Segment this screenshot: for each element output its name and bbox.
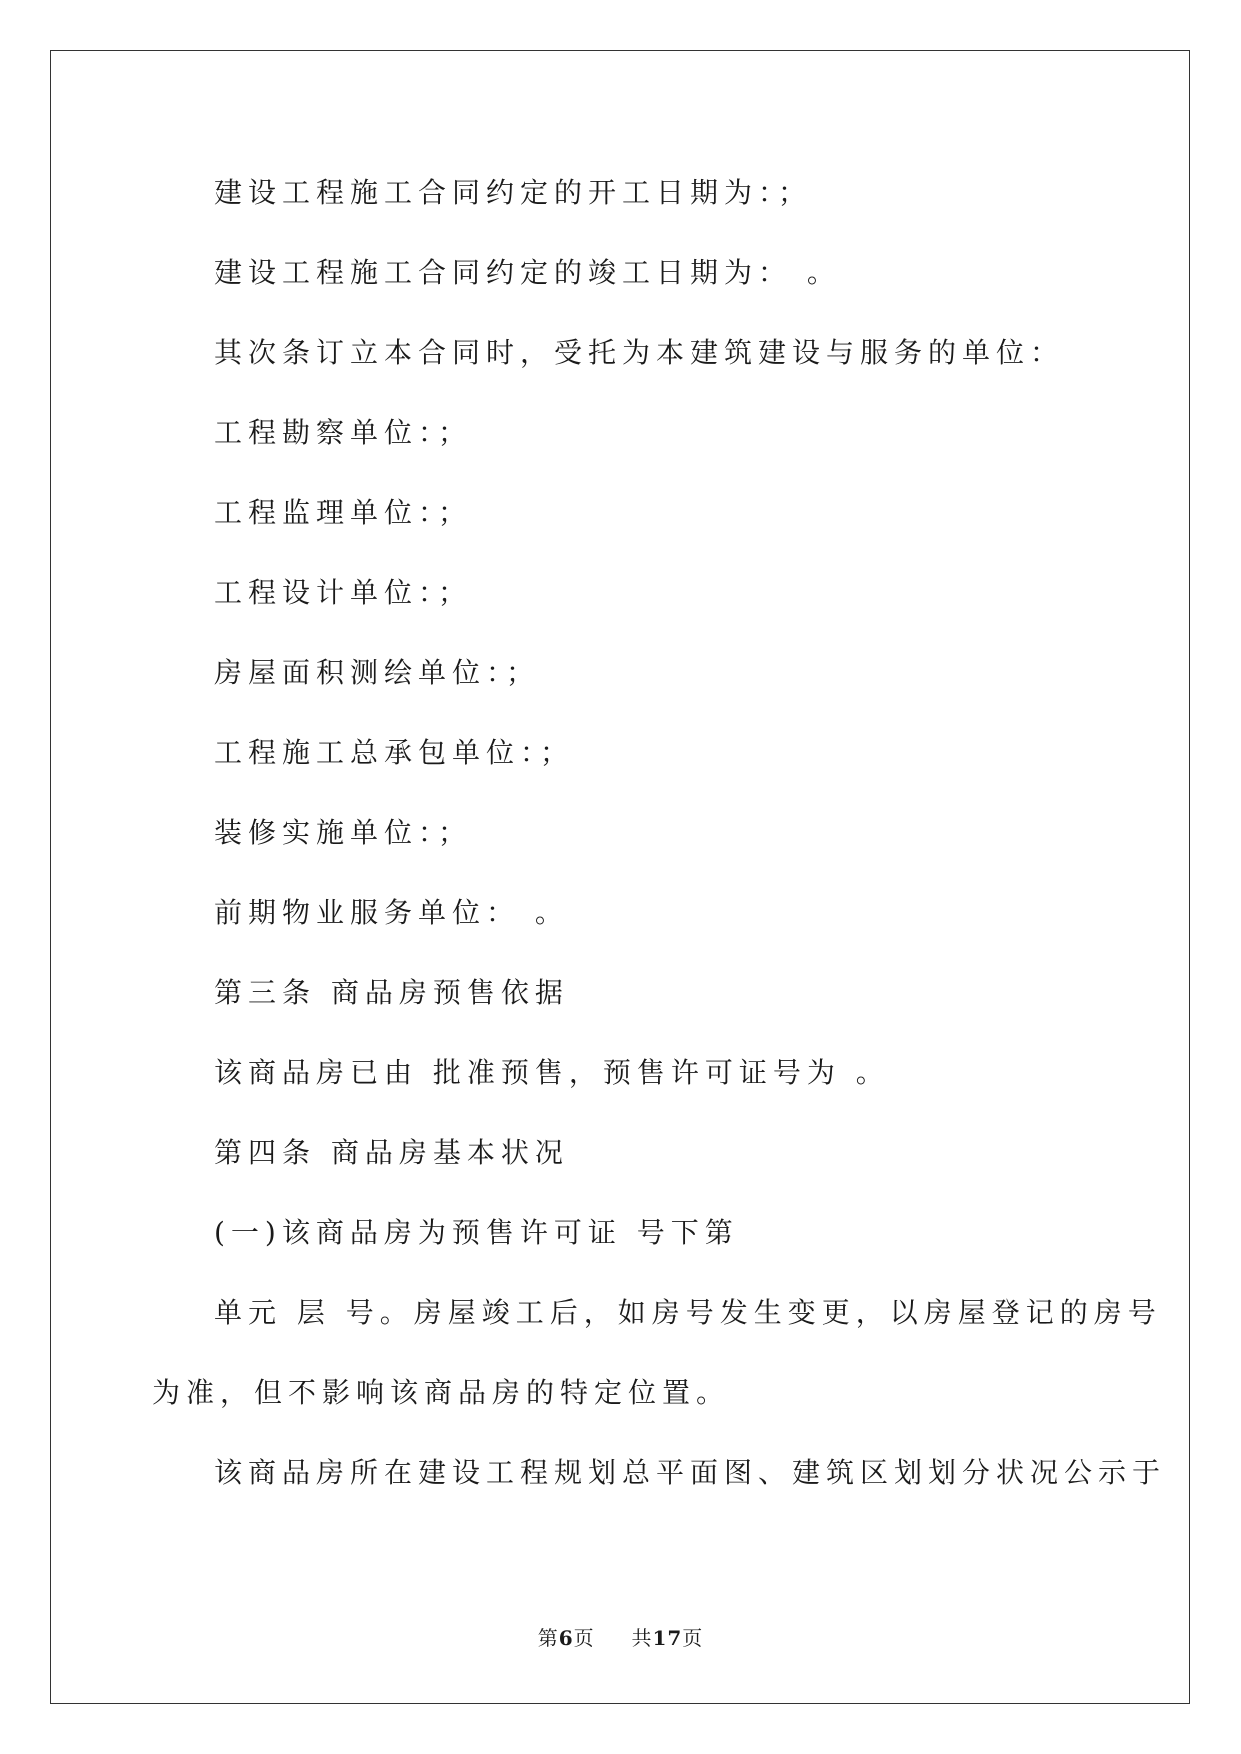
heading-article-4: 第四条 商品房基本状况: [214, 1136, 569, 1169]
paragraph-survey-unit: 工程勘察单位：；: [214, 416, 473, 449]
paragraph-unit-floor-cont: 为准，但不影响该商品房的特定位置。: [152, 1376, 731, 1409]
page-footer: [0, 1625, 1241, 1651]
footer-total-prefix: 共: [631, 1626, 653, 1650]
paragraph-article-2-heading: 其次条订立本合同时，受托为本建筑建设与服务的单位：: [214, 336, 1065, 369]
paragraph-design-unit: 工程设计单位：；: [214, 576, 473, 609]
heading-article-3: 第三条 商品房预售依据: [214, 976, 569, 1009]
paragraph-completion-date: 建设工程施工合同约定的竣工日期为： 。: [214, 256, 841, 289]
footer-page-suffix: 页: [573, 1626, 595, 1650]
paragraph-unit-floor: 单元 层 号。房屋竣工后，如房号发生变更，以房屋登记的房号: [214, 1296, 1162, 1329]
paragraph-presale-approval: 该商品房已由 批准预售，预售许可证号为 。: [214, 1056, 890, 1089]
paragraph-general-contractor: 工程施工总承包单位：；: [214, 736, 575, 769]
footer-page-total: 17: [652, 1626, 683, 1650]
paragraph-decoration-unit: 装修实施单位：；: [214, 816, 473, 849]
paragraph-start-date: 建设工程施工合同约定的开工日期为：；: [214, 176, 813, 209]
paragraph-site-plan: 该商品房所在建设工程规划总平面图、建筑区划划分状况公示于: [214, 1456, 1167, 1489]
paragraph-supervision-unit: 工程监理单位：；: [214, 496, 473, 529]
paragraph-property-service-unit: 前期物业服务单位： 。: [214, 896, 569, 929]
footer-page-current: 6: [558, 1626, 574, 1650]
paragraph-mapping-unit: 房屋面积测绘单位：；: [214, 656, 541, 689]
paragraph-item-1: (一)该商品房为预售许可证 号下第: [214, 1216, 739, 1249]
footer-page-prefix: 第: [537, 1626, 559, 1650]
footer-total-suffix: 页: [682, 1626, 704, 1650]
